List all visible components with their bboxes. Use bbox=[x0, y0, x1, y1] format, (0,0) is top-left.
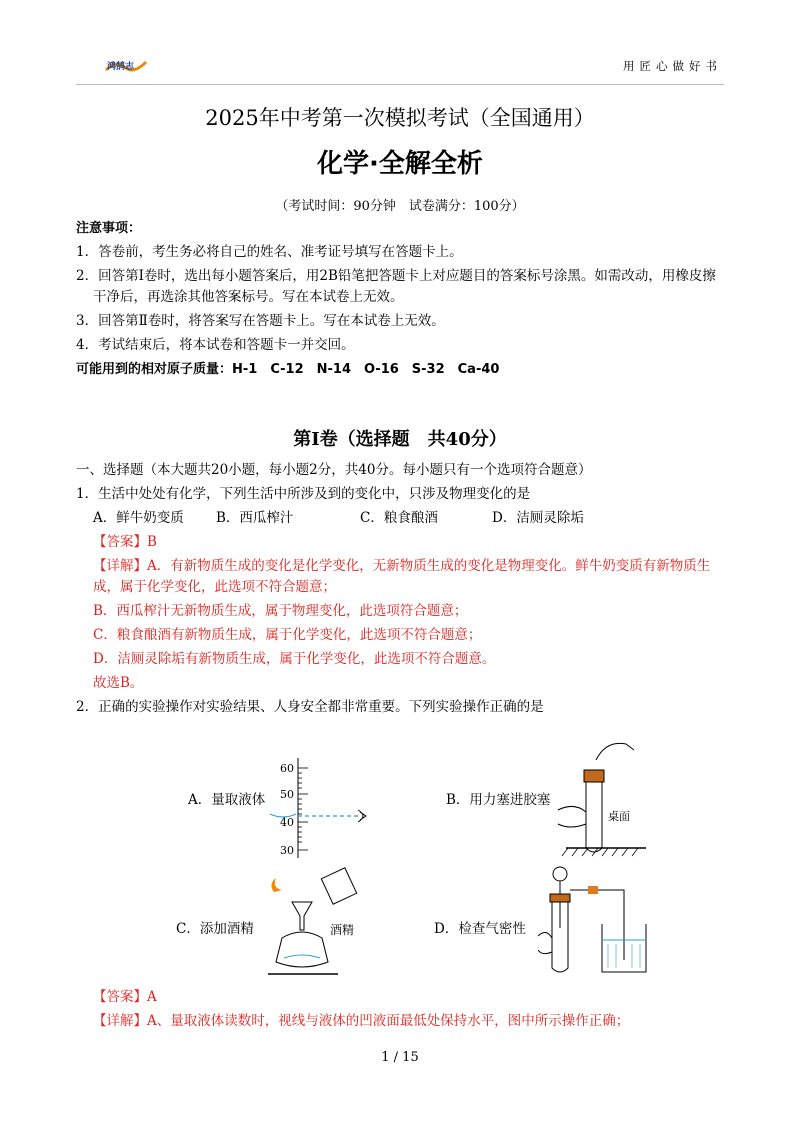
answer-line: 【答案】A bbox=[93, 989, 157, 1005]
answer-line: 【答案】B bbox=[93, 534, 157, 550]
dropping-funnel bbox=[553, 867, 567, 881]
flame-icon bbox=[271, 878, 282, 892]
explanation-line: B．西瓜榨汁无新物质生成，属于物理变化，此选项符合题意； bbox=[93, 603, 468, 619]
figure-d-label: D．检查气密性 bbox=[434, 921, 526, 937]
notice-item: 4．考试结束后，将本试卷和答题卡一并交回。 bbox=[76, 337, 355, 353]
rubber-stopper bbox=[584, 770, 604, 782]
question-stem: 2．正确的实验操作对实验结果、人身安全都非常重要。下列实验操作正确的是 bbox=[76, 699, 544, 715]
funnel bbox=[292, 902, 312, 930]
notice-item: 1．答卷前，考生务必将自己的姓名、准考证号填写在答题卡上。 bbox=[76, 244, 463, 260]
lamp-body bbox=[276, 932, 328, 967]
explanation-line: D．洁厕灵除垢有新物质生成，属于化学变化，此选项不符合题意。 bbox=[93, 651, 496, 667]
rubber-stopper bbox=[550, 894, 570, 902]
airtightness-figure bbox=[536, 864, 648, 980]
header-slogan: 用匠心做好书 bbox=[623, 59, 722, 73]
tube-joint bbox=[588, 886, 598, 894]
header-divider bbox=[76, 84, 724, 85]
figure-b-label: B．用力塞进胶塞 bbox=[446, 792, 551, 808]
alcohol-lamp-figure bbox=[262, 866, 372, 982]
bottle-label: 酒精 bbox=[330, 923, 355, 937]
tick-label: 60 bbox=[280, 762, 294, 775]
graduated-cylinder-figure bbox=[268, 758, 378, 860]
option-d: D．洁厕灵除垢 bbox=[492, 510, 584, 526]
tick-label: 30 bbox=[280, 844, 294, 857]
exam-subtitle: 化学·全解全析 bbox=[317, 149, 483, 179]
notice-block bbox=[76, 218, 726, 380]
svg-text:鸿鹄志: 鸿鹄志 bbox=[107, 62, 135, 72]
eye-icon bbox=[358, 810, 366, 822]
notice-item: 3．回答第Ⅱ卷时，将答案写在答题卡上。写在本试卷上无效。 bbox=[76, 313, 445, 329]
table-label: 桌面 bbox=[608, 810, 630, 823]
atomic-mass-line: 可能用到的相对原子质量：H-1 C-12 N-14 O-16 S-32 Ca-40 bbox=[76, 362, 500, 377]
tick-label: 40 bbox=[280, 816, 294, 829]
question-2-answer-block bbox=[76, 987, 726, 1032]
exam-title: 2025年中考第一次模拟考试（全国通用） bbox=[205, 106, 595, 130]
hand-icon bbox=[538, 932, 552, 953]
option-c: C．粮食酿酒 bbox=[360, 510, 438, 526]
figure-a-label: A．量取液体 bbox=[188, 792, 266, 808]
hand-icon bbox=[596, 743, 634, 760]
test-tube bbox=[586, 782, 602, 852]
option-a: A．鲜牛奶变质 bbox=[93, 510, 184, 526]
explanation-line: 【详解】A．有新物质生成的变化是化学变化，无新物质生成的变化是物理变化。鲜牛奶变质有新物质生成，属于化学变化，此选项不符合题意； bbox=[93, 558, 711, 595]
question-options bbox=[76, 508, 726, 529]
section-title: 第Ⅰ卷（选择题 共40分） bbox=[293, 429, 507, 450]
explanation-line: C．粮食酿酒有新物质生成，属于化学变化，此选项不符合题意； bbox=[93, 627, 482, 643]
alcohol-bottle bbox=[321, 868, 356, 904]
part-heading: 一、选择题（本大题共20小题，每小题2分，共40分。每小题只有一个选项符合题意） bbox=[76, 462, 592, 478]
publisher-logo bbox=[104, 56, 148, 78]
hand-icon bbox=[558, 806, 586, 827]
notice-heading: 注意事项： bbox=[76, 221, 142, 236]
notice-item: 2．回答第Ⅰ卷时，选出每小题答案后，用2B铅笔把答题卡上对应题目的答案标号涂黑。如需改动，用橡皮擦干净后，再选涂其他答案标号。写在本试卷上无效。 bbox=[76, 268, 716, 305]
explanation-line: 故选B。 bbox=[93, 675, 144, 691]
tick-label: 50 bbox=[280, 788, 294, 801]
exam-info: （考试时间：90分钟 试卷满分：100分） bbox=[275, 199, 525, 214]
page-number: 1 / 15 bbox=[381, 1050, 419, 1065]
question-stem: 1．生活中处处有化学，下列生活中所涉及到的变化中，只涉及物理变化的是 bbox=[76, 486, 531, 502]
explanation-line: 【详解】A、量取液体读数时，视线与液体的凹液面最低处保持水平，图中所示操作正确； bbox=[93, 1013, 630, 1029]
figure-c-label: C．添加酒精 bbox=[176, 921, 254, 937]
stopper-test-tube-figure bbox=[556, 740, 646, 860]
option-b: B．西瓜榨汁 bbox=[216, 510, 294, 526]
question-1-block bbox=[76, 460, 726, 718]
